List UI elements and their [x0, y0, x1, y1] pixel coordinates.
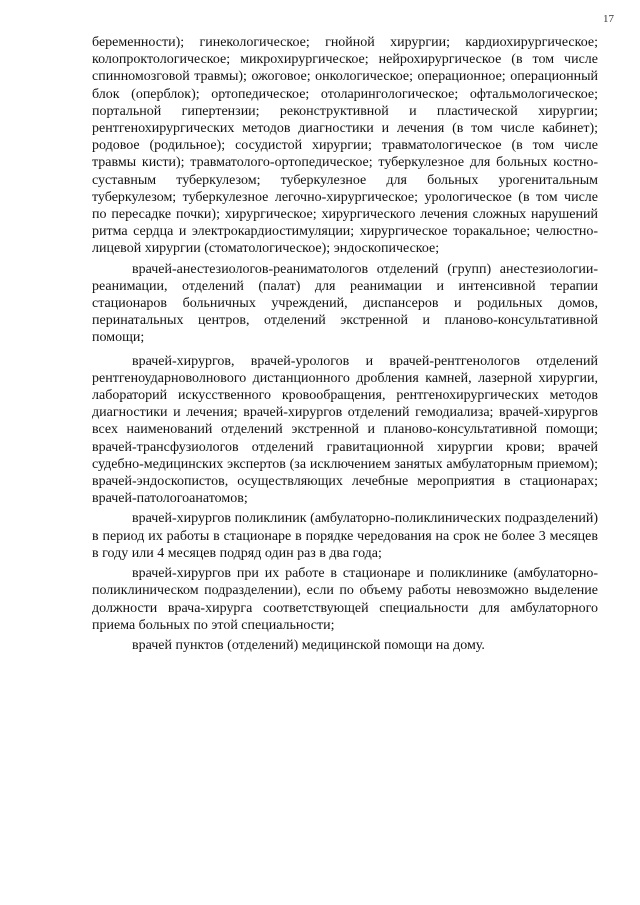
paragraph-surgeons-hospital-polyclinic: врачей-хирургов при их работе в стационаре и поликлинике (амбулаторно-поликлиническом подразделении), если по объему работы невозможно выделение должности врача-хирурга соответствующей специальности для амбулаторного приема больных по этой специальности;	[92, 566, 598, 633]
page-number: 17	[603, 13, 614, 25]
document-body	[92, 34, 598, 654]
paragraph-surgeons-urologists-radiologists: врачей-хирургов, врачей-урологов и врачей-рентгенологов отделений рентгеноударноволнового дистанционного дробления камней, лазерной хирургии, лабораторий искусственного кровообращения, рентгенохирургических методов диагностики и лечения; врачей-хирургов отделений гемодиализа; врачей-хирургов всех наименований отделений экстренной и планово-консультативной помощи; врачей-трансфузиологов отделений гравитационной хирургии крови; врачей судебно-медицинских экспертов (за исключением занятых амбулаторным приемом); врачей-эндоскопистов, осуществляющих лечебные мероприятия в стационарах; врачей-патологоанатомов;	[92, 353, 598, 507]
paragraph-home-care-doctors: врачей пунктов (отделений) медицинской помощи на дому.	[132, 637, 485, 653]
paragraph-polyclinic-surgeons: врачей-хирургов поликлиник (амбулаторно-поликлинических подразделений) в период их работы в стационаре в порядке чередования на срок не более 3 месяцев в году или 4 месяцев подряд один раз в два года;	[92, 511, 598, 561]
paragraph-anesthesiologists: врачей-анестезиологов-реаниматологов отделений (групп) анестезиологии-реанимации, отделений (палат) для реанимации и интенсивной терапии стационаров больничных учреждений, диспансеров и родильных домов, перинатальных центров, отделений экстренной и планово-консультативной помощи;	[92, 261, 598, 346]
paragraph-department-list: беременности); гинекологическое; гнойной хирургии; кардиохирургическое; колопроктологическое; микрохирургическое; нейрохирургическое (в том числе спинномозговой травмы); ожоговое; онкологическое; операционное; операционный блок (оперблок); ортопедическое; отоларингологическое; офтальмологическое; портальной гипертензии; реконструктивной и пластической хирургии; рентгенохирургических методов диагностики и лечения (в том числе кабинет); родовое (родильное); сосудистой хирургии; травматологическое (в том числе травмы кисти); травматолого-ортопедическое; туберкулезное для больных костно-суставным туберкулезом; туберкулезное для больных урогенитальным туберкулезом; туберкулезное легочно-хирургическое; урологическое (в том числе по пересадке почки); хирургическое; хирургического лечения сложных нарушений ритма сердца и электрокардиостимуляции; хирургическое торакальное; челюстно-лицевой хирургии (стоматологическое); эндоскопическое;	[92, 35, 598, 257]
